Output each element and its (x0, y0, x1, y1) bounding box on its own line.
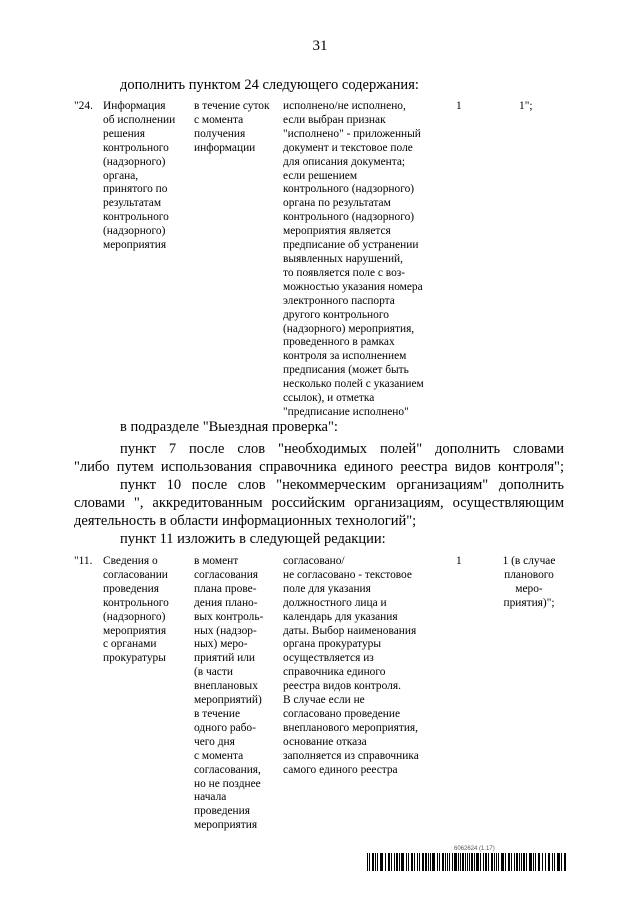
row24-format: исполнено/не исполнено, если выбран признак "исполнено" - приложенный документ и текстовое поле для описания документа; если решением контрольного (надзорного) органа по результатам контрольного (надзорного) мероприятия является предписание об устранении выявленных нарушений, то появляется поле с воз- можностью указания номера электронного паспорта другого контрольного (надзорного) мероприятия, проведенного в рамках контроля за исполнением предписания (может быть несколько полей с указанием ссылок), и отметка "предписание исполнено" (283, 100, 424, 418)
barcode-bar (535, 853, 536, 871)
barcode-bar (498, 853, 499, 871)
barcode-bar (533, 853, 534, 871)
barcode-bar (414, 853, 415, 871)
row24-col4: 1 (456, 100, 462, 112)
barcode-bar (508, 853, 510, 871)
item11-intro: пункт 11 изложить в следующей редакции: (120, 531, 386, 547)
barcode-bar (521, 853, 522, 871)
barcode-bar (511, 853, 512, 871)
barcode-bar (417, 853, 418, 871)
barcode-bar (388, 853, 390, 871)
barcode-bar (554, 853, 555, 871)
row24-info-name: Информация об исполнении решения контрольного (надзорного) органа, принятого по результатам контрольного (надзорного) мероприятия (103, 100, 176, 252)
barcode-bar (561, 853, 562, 871)
row11-deadline: в момент согласования плана прове- дения плано- вых контроль- ных (надзор- ных) меро- приятий или (в части внеплановых мероприятий) в течение одного рабо- чего дня с момента согласования, но не позднее начала проведения мероприятия (194, 555, 264, 832)
barcode-bar (465, 853, 466, 871)
barcode-bar (494, 853, 495, 871)
barcode-bar (396, 853, 398, 871)
barcode-bar (480, 853, 481, 871)
barcode-bar (564, 853, 566, 871)
barcode-bar (425, 853, 427, 871)
barcode-bar (411, 853, 413, 871)
barcode-bar (367, 853, 368, 871)
item7-line2: "либо путем использования справочника единого реестра видов контроля"; (74, 459, 564, 475)
barcode-bar (372, 853, 374, 871)
barcode-bar (432, 853, 435, 871)
barcode-bar (552, 853, 553, 871)
barcode-bar (419, 853, 420, 871)
barcode-bar (476, 853, 479, 871)
item10-line2: словами ", аккредитованным российским организациям, осуществляющим (74, 495, 564, 511)
barcode-bar (422, 853, 424, 871)
barcode-bar (445, 853, 446, 871)
barcode-bar (442, 853, 444, 871)
barcode-bar (474, 853, 475, 871)
barcode-bar (462, 853, 464, 871)
barcode-bar (548, 853, 550, 871)
barcode-bar (523, 853, 525, 871)
barcode-bar (488, 853, 489, 871)
barcode-bar (399, 853, 400, 871)
barcode-bar (375, 853, 376, 871)
barcode-bar (449, 853, 451, 871)
barcode-bar (428, 853, 429, 871)
barcode-bar (452, 853, 453, 871)
barcode-bar (514, 853, 515, 871)
barcode-bar (454, 853, 457, 871)
barcode-bar (469, 853, 470, 871)
item7-line1: пункт 7 после слов "необходимых полей" дополнить словами (120, 441, 564, 457)
row11-col5: 1 (в случае планового меро- приятия)"; (502, 555, 556, 609)
row24-col5: 1"; (519, 100, 533, 112)
barcode-bar (542, 853, 543, 871)
barcode-bar (447, 853, 448, 871)
row11-info-name: Сведения о согласовании проведения контрольного (надзорного) мероприятия с органами прокуратуры (103, 555, 169, 665)
barcode-bar (483, 853, 484, 871)
item10-line3: деятельность в области информационных технологий"; (74, 513, 417, 529)
barcode-bar (519, 853, 520, 871)
barcode-bar (439, 853, 440, 871)
barcode-bar (401, 853, 404, 871)
barcode-bar (430, 853, 431, 871)
barcode-bar (385, 853, 386, 871)
row24-number: "24. (74, 100, 93, 112)
row24-deadline: в течение суток с момента получения информации (194, 100, 270, 154)
intro-item-24: дополнить пунктом 24 следующего содержания: (120, 77, 419, 93)
barcode-bar (391, 853, 392, 871)
barcode-bar (538, 853, 540, 871)
barcode-bar (406, 853, 407, 871)
barcode-bar (557, 853, 560, 871)
page-number: 31 (312, 38, 328, 54)
barcode-bar (458, 853, 459, 871)
barcode-bar (377, 853, 378, 871)
document-stamp: 6062624 (1.17) (454, 846, 495, 852)
row11-col4: 1 (456, 555, 462, 567)
barcode-bar (496, 853, 497, 871)
barcode-image (367, 853, 567, 871)
barcode-bar (491, 853, 493, 871)
row11-format: согласовано/ не согласовано - текстовое поле для указания должностного лица и календарь для указания даты. Выбор наименования органа прокуратуры осуществляется из справочника единого реестра видов контроля. В случае если не согласовано проведение внепланового мероприятия, основание отказа заполняется из справочника самого единого реестра (283, 555, 419, 776)
barcode-bar (467, 853, 468, 871)
barcode-bar (526, 853, 527, 871)
barcode-bar (437, 853, 438, 871)
barcode-bar (471, 853, 473, 871)
barcode-bar (394, 853, 395, 871)
row11-number: "11. (74, 555, 93, 567)
barcode-bar (369, 853, 370, 871)
barcode-bar (505, 853, 506, 871)
barcode-bar (380, 853, 383, 871)
barcode-bar (460, 853, 461, 871)
barcode-bar (545, 853, 546, 871)
barcode-bar (529, 853, 532, 871)
barcode-bar (408, 853, 409, 871)
barcode-bar (501, 853, 504, 871)
item10-line1: пункт 10 после слов "некоммерческим организациям" дополнить (120, 477, 564, 493)
barcode-bar (516, 853, 518, 871)
barcode-bar (485, 853, 487, 871)
subsection-heading: в подразделе "Выездная проверка": (120, 419, 338, 435)
